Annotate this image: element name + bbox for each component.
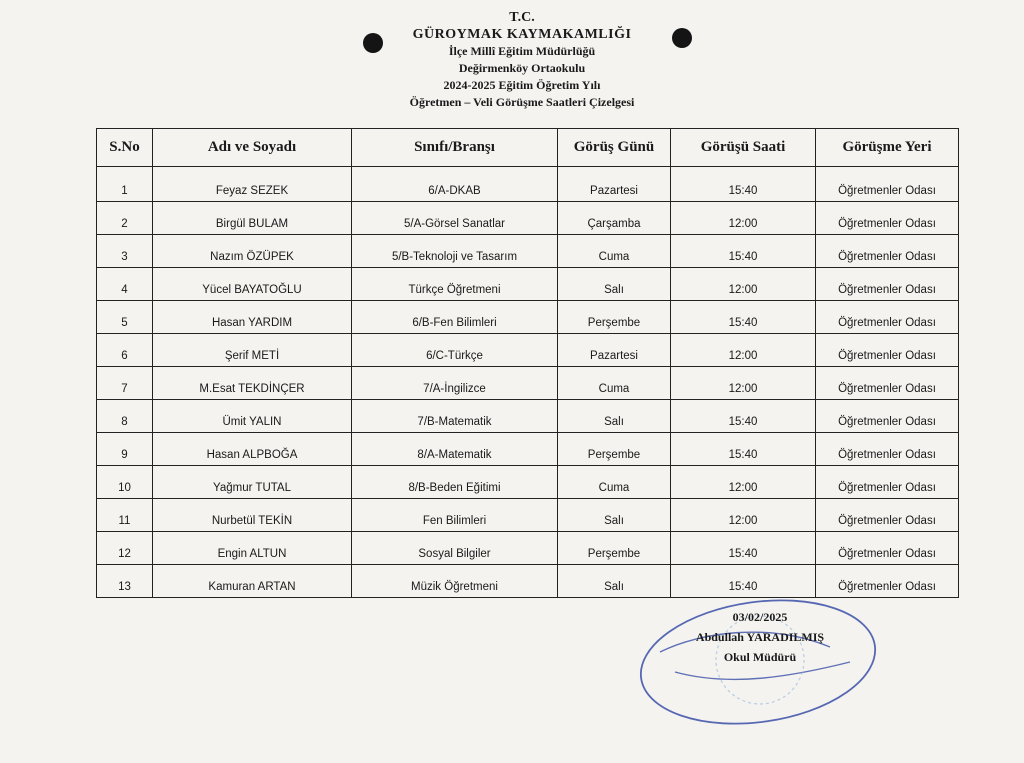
meeting-place: Öğretmenler Odası <box>816 301 959 334</box>
meeting-time: 15:40 <box>671 301 816 334</box>
teacher-name: Nurbetül TEKİN <box>153 499 352 532</box>
col-header-name: Adı ve Soyadı <box>153 129 352 167</box>
teacher-branch: 6/C-Türkçe <box>352 334 558 367</box>
meeting-time: 15:40 <box>671 167 816 202</box>
table-row <box>97 334 959 367</box>
col-header-branch: Sınıfı/Branşı <box>352 129 558 167</box>
row-number: 5 <box>97 301 153 334</box>
meeting-place: Öğretmenler Odası <box>816 499 959 532</box>
row-number: 3 <box>97 235 153 268</box>
meeting-place: Öğretmenler Odası <box>816 367 959 400</box>
teacher-branch: 8/B-Beden Eğitimi <box>352 466 558 499</box>
table-row <box>97 433 959 466</box>
col-header-day: Görüş Günü <box>558 129 671 167</box>
signature-title: Okul Müdürü <box>723 650 797 664</box>
document-header <box>0 9 1024 111</box>
meeting-time: 12:00 <box>671 499 816 532</box>
meeting-place: Öğretmenler Odası <box>816 334 959 367</box>
teacher-name: Nazım ÖZÜPEK <box>153 235 352 268</box>
teacher-name: Şerif METİ <box>153 334 352 367</box>
meeting-place: Öğretmenler Odası <box>816 235 959 268</box>
row-number: 13 <box>97 565 153 598</box>
meeting-place: Öğretmenler Odası <box>816 400 959 433</box>
row-number: 10 <box>97 466 153 499</box>
meeting-time: 15:40 <box>671 565 816 598</box>
table-row <box>97 367 959 400</box>
teacher-name: Hasan YARDIM <box>153 301 352 334</box>
meeting-day: Perşembe <box>558 433 671 466</box>
row-number: 4 <box>97 268 153 301</box>
teacher-branch: 5/B-Teknoloji ve Tasarım <box>352 235 558 268</box>
meeting-time: 15:40 <box>671 400 816 433</box>
teacher-branch: Müzik Öğretmeni <box>352 565 558 598</box>
teacher-branch: 5/A-Görsel Sanatlar <box>352 202 558 235</box>
meeting-day: Salı <box>558 565 671 598</box>
header-school: Değirmenköy Ortaokulu <box>458 61 586 75</box>
header-kaymakamlik: GÜROYMAK KAYMAKAMLIĞI <box>412 27 632 42</box>
teacher-name: Feyaz SEZEK <box>153 167 352 202</box>
teacher-branch: 8/A-Matematik <box>352 433 558 466</box>
meeting-day: Perşembe <box>558 301 671 334</box>
meeting-place: Öğretmenler Odası <box>816 167 959 202</box>
meeting-time: 12:00 <box>671 202 816 235</box>
table-row <box>97 235 959 268</box>
meeting-day: Salı <box>558 268 671 301</box>
row-number: 9 <box>97 433 153 466</box>
teacher-branch: Sosyal Bilgiler <box>352 532 558 565</box>
table-row <box>97 499 959 532</box>
signature-name: Abdullah YARADILMIŞ <box>695 630 825 644</box>
col-header-time: Görüşü Saati <box>671 129 816 167</box>
header-title: Öğretmen – Veli Görüşme Saatleri Çizelgesi <box>409 95 635 109</box>
meeting-day: Pazartesi <box>558 334 671 367</box>
meeting-place: Öğretmenler Odası <box>816 565 959 598</box>
header-year: 2024-2025 Eğitim Öğretim Yılı <box>443 78 601 92</box>
meeting-time: 15:40 <box>671 532 816 565</box>
table-row <box>97 400 959 433</box>
row-number: 2 <box>97 202 153 235</box>
teacher-name: Hasan ALPBOĞA <box>153 433 352 466</box>
teacher-name: Birgül BULAM <box>153 202 352 235</box>
meeting-day: Salı <box>558 499 671 532</box>
meeting-place: Öğretmenler Odası <box>816 466 959 499</box>
meeting-day: Çarşamba <box>558 202 671 235</box>
meeting-time: 12:00 <box>671 268 816 301</box>
meeting-time: 12:00 <box>671 334 816 367</box>
meeting-place: Öğretmenler Odası <box>816 268 959 301</box>
meeting-place: Öğretmenler Odası <box>816 202 959 235</box>
meeting-place: Öğretmenler Odası <box>816 433 959 466</box>
row-number: 11 <box>97 499 153 532</box>
meeting-day: Perşembe <box>558 532 671 565</box>
teacher-branch: Türkçe Öğretmeni <box>352 268 558 301</box>
teacher-branch: Fen Bilimleri <box>352 499 558 532</box>
row-number: 1 <box>97 167 153 202</box>
meeting-time: 15:40 <box>671 235 816 268</box>
teacher-branch: 6/B-Fen Bilimleri <box>352 301 558 334</box>
meeting-schedule-table <box>96 128 959 598</box>
row-number: 7 <box>97 367 153 400</box>
meeting-day: Cuma <box>558 235 671 268</box>
teacher-branch: 7/A-İngilizce <box>352 367 558 400</box>
meeting-day: Pazartesi <box>558 167 671 202</box>
row-number: 6 <box>97 334 153 367</box>
table-row <box>97 167 959 202</box>
teacher-branch: 7/B-Matematik <box>352 400 558 433</box>
signature-date: 03/02/2025 <box>732 610 788 624</box>
table-header-row <box>97 129 959 167</box>
header-directorate: İlçe Millî Eğitim Müdürlüğü <box>448 44 596 58</box>
row-number: 8 <box>97 400 153 433</box>
table-row <box>97 532 959 565</box>
header-tc: T.C. <box>509 10 535 25</box>
teacher-branch: 6/A-DKAB <box>352 167 558 202</box>
meeting-time: 12:00 <box>671 466 816 499</box>
teacher-name: Ümit YALIN <box>153 400 352 433</box>
table-row <box>97 202 959 235</box>
teacher-name: Kamuran ARTAN <box>153 565 352 598</box>
meeting-day: Cuma <box>558 367 671 400</box>
meeting-day: Cuma <box>558 466 671 499</box>
meeting-time: 12:00 <box>671 367 816 400</box>
table-row <box>97 466 959 499</box>
table-row <box>97 268 959 301</box>
teacher-name: Yücel BAYATOĞLU <box>153 268 352 301</box>
teacher-name: Engin ALTUN <box>153 532 352 565</box>
teacher-name: M.Esat TEKDİNÇER <box>153 367 352 400</box>
table-row <box>97 301 959 334</box>
col-header-place: Görüşme Yeri <box>816 129 959 167</box>
col-header-no: S.No <box>97 129 153 167</box>
signature-block <box>660 607 860 667</box>
meeting-day: Salı <box>558 400 671 433</box>
row-number: 12 <box>97 532 153 565</box>
meeting-time: 15:40 <box>671 433 816 466</box>
teacher-name: Yağmur TUTAL <box>153 466 352 499</box>
meeting-place: Öğretmenler Odası <box>816 532 959 565</box>
